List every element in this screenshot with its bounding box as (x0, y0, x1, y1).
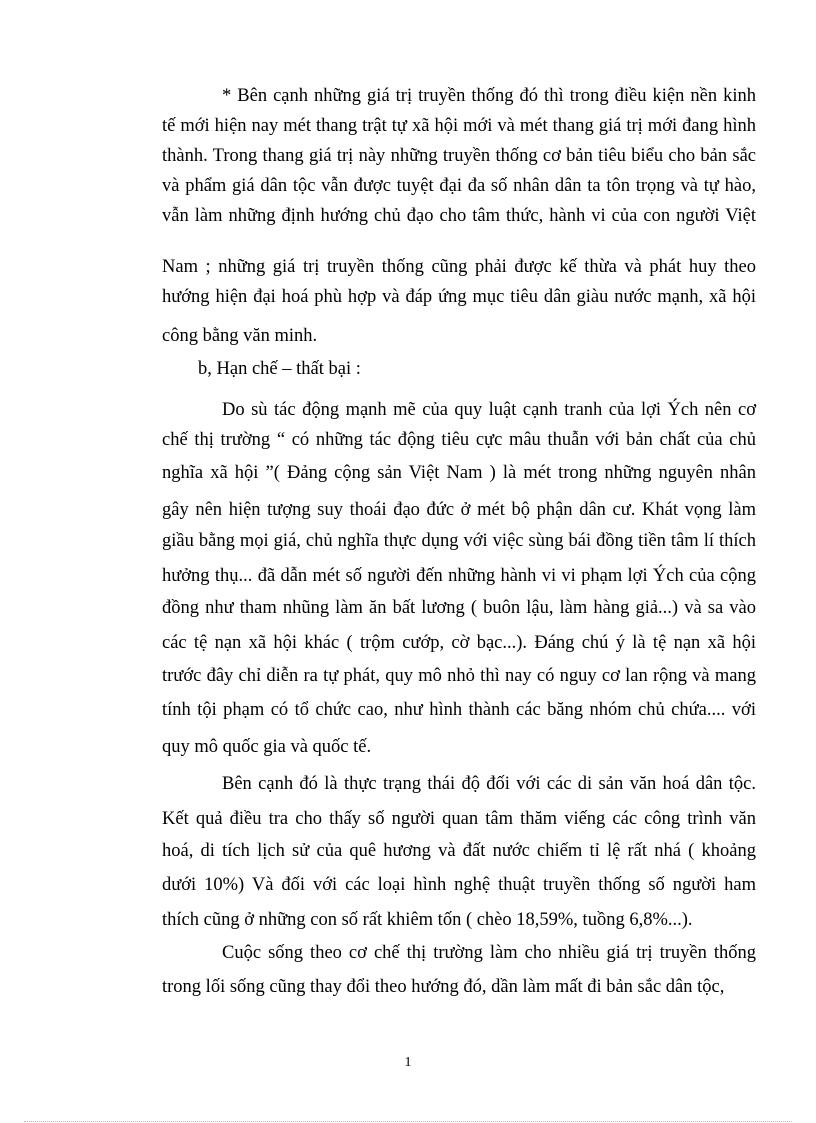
text-line: * Bên cạnh những giá trị truyền thống đó thì trong điều kiện nền kinh (222, 86, 756, 106)
text-line: quy mô quốc gia và quốc tế. (162, 737, 372, 757)
text-line: vẫn làm những định hướng chủ đạo cho tâm thức, hành vi của con người Việt (162, 206, 756, 226)
text-line: hoá, di tích lịch sử của quê hương và đất nước chiếm tỉ lệ rất nhá ( khoảng (162, 841, 756, 861)
text-line: hướng hiện đại hoá phù hợp và đáp ứng mục tiêu dân giàu nước mạnh, xã hội (162, 287, 756, 307)
text-line: nghĩa xã hội ”( Đảng cộng sản Việt Nam ) là mét trong những nguyên nhân (162, 463, 756, 483)
text-line: Kết quả điều tra cho thấy số người quan tâm thăm viếng các công trình văn (162, 809, 756, 829)
text-line: Nam ; những giá trị truyền thống cũng phải được kế thừa và phát huy theo (162, 257, 756, 277)
text-line: Cuộc sống theo cơ chế thị trường làm cho nhiều giá trị truyền thống (222, 943, 756, 963)
text-line: các tệ nạn xã hội khác ( trộm cướp, cờ bạc...). Đáng chú ý là tệ nạn xã hội (162, 633, 756, 653)
text-line: giầu bằng mọi giá, chủ nghĩa thực dụng với việc sùng bái đồng tiền tâm lí thích (162, 531, 756, 551)
page-number: 1 (404, 1055, 412, 1070)
text-line: công bằng văn minh. (162, 326, 318, 346)
text-line: dưới 10%) Và đối với các loại hình nghệ thuật truyền thống số người ham (162, 875, 756, 895)
text-line: tế mới hiện nay mét thang trật tự xã hội mới và mét thang giá trị mới đang hình (162, 116, 756, 136)
text-line: đồng như tham nhũng làm ăn bất lương ( buôn lậu, làm hàng giả...) và sa vào (162, 598, 756, 618)
page-bottom-divider (24, 1121, 792, 1122)
text-line: chế thị trường “ có những tác động tiêu cực mâu thuẫn với bản chất của chủ (162, 430, 756, 450)
text-line: gây nên hiện tượng suy thoái đạo đức ở mét bộ phận dân cư. Khát vọng làm (162, 500, 756, 520)
text-line: tính tội phạm có tổ chức cao, như hình thành các băng nhóm chủ chứa.... với (162, 700, 756, 720)
text-line: Do sù tác động mạnh mẽ của quy luật cạnh tranh của lợi Ých nên cơ (222, 400, 756, 420)
text-line: thành. Trong thang giá trị này những truyền thống cơ bản tiêu biểu cho bản sắc (162, 146, 756, 166)
text-line: Bên cạnh đó là thực trạng thái độ đối với các di sản văn hoá dân tộc. (222, 774, 756, 794)
text-line: thích cũng ở những con số rất khiêm tốn ( chèo 18,59%, tuồng 6,8%...). (162, 910, 693, 930)
section-heading: b, Hạn chế – thất bại : (198, 359, 361, 379)
text-line: trong lối sống cũng thay đổi theo hướng đó, dần làm mất đi bản sắc dân tộc, (162, 977, 725, 997)
text-line: hưởng thụ... đã dẫn mét số người đến những hành vi vi phạm lợi Ých của cộng (162, 566, 756, 586)
text-line: và phẩm giá dân tộc vẫn được tuyệt đại đa số nhân dân ta tôn trọng và tự hào, (162, 176, 756, 196)
text-line: trước đây chỉ diễn ra tự phát, quy mô nhỏ thì nay có nguy cơ lan rộng và mang (162, 666, 756, 686)
